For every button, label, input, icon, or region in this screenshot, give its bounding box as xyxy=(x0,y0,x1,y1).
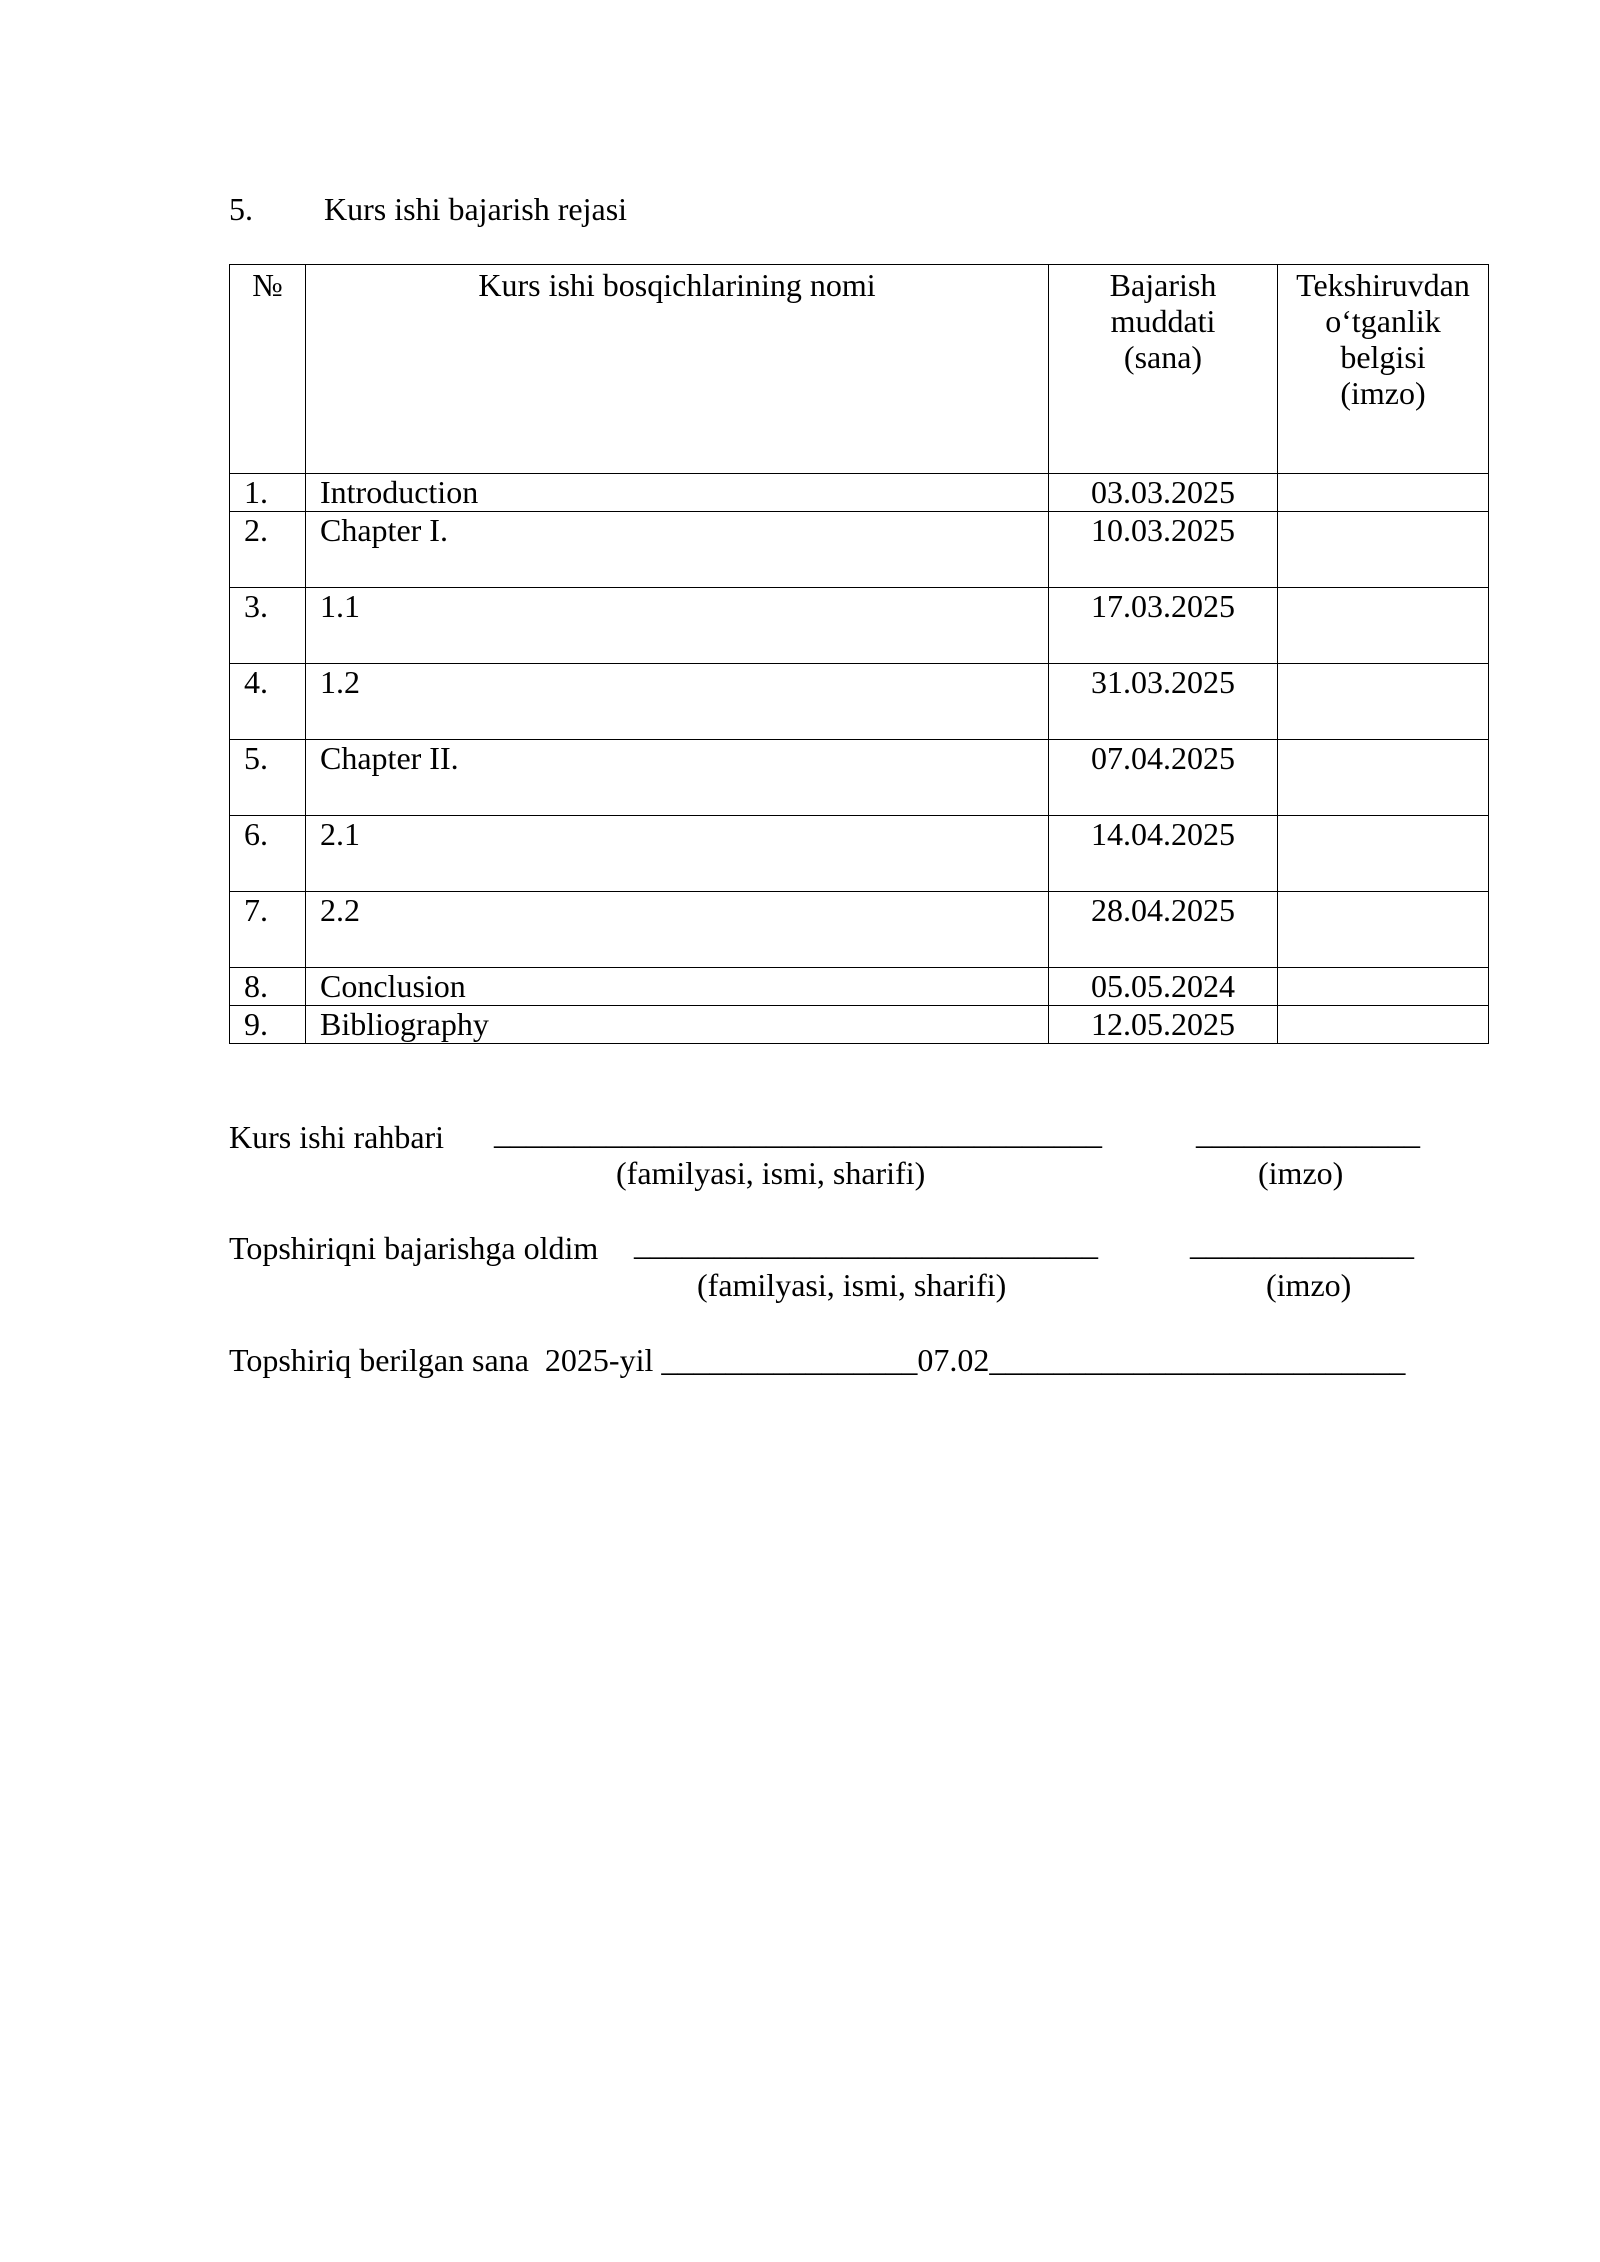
row-deadline: 05.05.2024 xyxy=(1049,968,1278,1006)
row-stage-name: Conclusion xyxy=(306,968,1049,1006)
header-deadline: Bajarish muddati (sana) xyxy=(1049,265,1278,474)
row-deadline: 07.04.2025 xyxy=(1049,740,1278,816)
student-label: Topshiriqni bajarishga oldim xyxy=(229,1230,599,1266)
row-number: 9. xyxy=(230,1006,306,1044)
row-number: 5. xyxy=(230,740,306,816)
row-signature-cell xyxy=(1278,968,1489,1006)
supervisor-name-caption: (familyasi, ismi, sharifi) xyxy=(616,1155,926,1191)
student-signature-line: ______________ xyxy=(1190,1226,1414,1262)
row-deadline: 14.04.2025 xyxy=(1049,816,1278,892)
table-row xyxy=(230,816,1489,892)
row-signature-cell xyxy=(1278,512,1489,588)
row-deadline: 10.03.2025 xyxy=(1049,512,1278,588)
supervisor-signature-line: ______________ xyxy=(1196,1115,1420,1151)
row-signature-cell xyxy=(1278,892,1489,968)
row-stage-name: 1.2 xyxy=(306,664,1049,740)
section-title: Kurs ishi bajarish rejasi xyxy=(324,191,628,227)
row-deadline: 31.03.2025 xyxy=(1049,664,1278,740)
student-name-line: _____________________________ xyxy=(634,1226,1098,1262)
row-signature-cell xyxy=(1278,816,1489,892)
row-signature-cell xyxy=(1278,588,1489,664)
table-row xyxy=(230,664,1489,740)
row-deadline: 03.03.2025 xyxy=(1049,474,1278,512)
row-signature-cell xyxy=(1278,740,1489,816)
row-stage-name: Chapter II. xyxy=(306,740,1049,816)
work-plan-table xyxy=(229,264,1489,1044)
student-name-caption: (familyasi, ismi, sharifi) xyxy=(697,1267,1007,1303)
row-deadline: 28.04.2025 xyxy=(1049,892,1278,968)
row-number: 8. xyxy=(230,968,306,1006)
row-stage-name: Chapter I. xyxy=(306,512,1049,588)
row-signature-cell xyxy=(1278,664,1489,740)
row-stage-name: Introduction xyxy=(306,474,1049,512)
row-deadline: 17.03.2025 xyxy=(1049,588,1278,664)
row-number: 1. xyxy=(230,474,306,512)
row-stage-name: 2.2 xyxy=(306,892,1049,968)
header-stage-name: Kurs ishi bosqichlarining nomi xyxy=(306,265,1049,474)
row-signature-cell xyxy=(1278,1006,1489,1044)
student-signature-caption: (imzo) xyxy=(1266,1267,1352,1303)
header-check-mark: Tekshiruvdan o‘tganlik belgisi (imzo) xyxy=(1278,265,1489,474)
supervisor-label: Kurs ishi rahbari xyxy=(229,1119,445,1155)
table-row xyxy=(230,968,1489,1006)
row-stage-name: 1.1 xyxy=(306,588,1049,664)
row-number: 4. xyxy=(230,664,306,740)
row-signature-cell xyxy=(1278,474,1489,512)
table-row xyxy=(230,474,1489,512)
table-header-row xyxy=(230,265,1489,474)
table-row xyxy=(230,892,1489,968)
row-number: 6. xyxy=(230,816,306,892)
row-stage-name: 2.1 xyxy=(306,816,1049,892)
row-number: 3. xyxy=(230,588,306,664)
row-number: 2. xyxy=(230,512,306,588)
row-deadline: 12.05.2025 xyxy=(1049,1006,1278,1044)
row-stage-name: Bibliography xyxy=(306,1006,1049,1044)
supervisor-signature-caption: (imzo) xyxy=(1258,1155,1344,1191)
row-number: 7. xyxy=(230,892,306,968)
table-row xyxy=(230,512,1489,588)
issue-date-line: Topshiriq berilgan sana 2025-yil ________________07.02__________________________ xyxy=(229,1342,1406,1378)
table-row xyxy=(230,1006,1489,1044)
table-row xyxy=(230,588,1489,664)
section-number: 5. xyxy=(229,191,253,227)
table-row xyxy=(230,740,1489,816)
supervisor-name-line: ______________________________________ xyxy=(494,1115,1102,1151)
header-number: № xyxy=(230,265,306,474)
